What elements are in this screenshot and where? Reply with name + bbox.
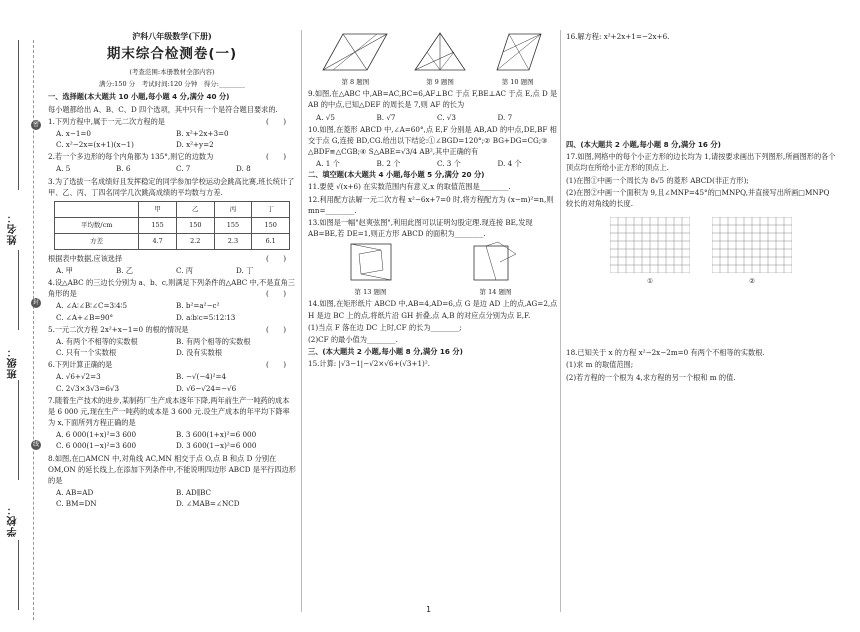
question-12: 12.利用配方法解一元二次方程 x²−6x+7=0 时,将方程配方为 (x−m)²=n,则 mn=________. [308, 194, 554, 215]
question-14: 14.如图,在矩形纸片 ABCD 中,AB=4,AD=6,点 G 是边 AD 上的点,AG=2,点 H 是边 BC 上的点,将纸片沿 GH 折叠,点 A,B 的对应点分别为点 E,F. [308, 299, 558, 320]
question-11: 11.要使 √(x+6) 在实数范围内有意义,x 的取值范围是________. [308, 182, 511, 192]
school-label: 学校： [8, 504, 19, 537]
figure-10-diagram [485, 30, 551, 74]
section-heading: 三、(本大题共 2 小题,每小题 8 分,满分 16 分) [308, 347, 463, 357]
question-2: 2.若一个多边形的每个内角都为 135°,则它的边数为 ( ) [48, 152, 286, 162]
figure-caption: 第 14 题图 [479, 288, 512, 297]
question-6: 6.下列计算正确的是 ( ) [48, 360, 286, 370]
question-9: 9.如图,在△ABC 中,AB=AC,BC=6,AF⊥BC 于点 F,BE⊥AC 于点 E,点 D 是 AB 的中点,已知△DEF 的周长是 7,则 AF 的长为 [308, 89, 558, 110]
column-divider [301, 30, 302, 612]
question-4: 4.设△ABC 的三边长分别为 a、b、c,则满足下列条件的△ABC 中,不是直角三角形的是 ( ) [48, 278, 295, 299]
question-17-part-2: (2)在图②中画一个面积为 9,且∠MNP=45°的□MNPQ,并直接写出所画□MNPQ 较长的对角线的长度. [566, 187, 830, 208]
question-7-options: A. 6 000(1+x)²=3 600 B. 3 600(1+x)²=6 000 C. 6 000(1−x)²=3 600 D. 3 600(1−x)²=6 000 [56, 430, 257, 451]
question-18: 18.已知关于 x 的方程 x²−2x−2m=0 有两个不相等的实数根. [566, 348, 765, 358]
question-15: 15.计算: |√3−1|−√2×√6+(√3+1)². [308, 359, 430, 369]
question-1: 1.下列方程中,属于一元二次方程的是 ( ) [48, 116, 286, 126]
figure-caption: 第 9 题图 [426, 78, 454, 87]
question-14-part-1: (1)当点 F 落在边 DC 上时,CF 的长为________; [308, 322, 462, 332]
seal-mark: 密 [32, 121, 39, 128]
figure-14-diagram [466, 240, 526, 284]
question-18-part-2: (2)若方程的一个根为 4,求方程的另一个根和 m 的值. [566, 372, 736, 382]
question-3: 3.为了选拔一名成绩好且发挥稳定的同学参加学校运动会跳高比赛,班长统计了甲、乙、丙、丁四名同学几次跳高成绩的平均数与方差. [48, 176, 295, 197]
section-intro: 每小题都给出 A、B、C、D 四个选项，其中只有一个是符合题目要求的. [48, 104, 278, 114]
column-3 [566, 30, 836, 384]
question-1-options: A. x−1=0 B. x²+2x+3=0 C. x²−2x=(x+1)(x−1) D. x²+y=2 [56, 128, 229, 150]
score-line: 满分:150 分 考试时间:120 分钟 得分:________ [98, 80, 245, 89]
question-14-part-2: (2)CF 的最小值为________. [308, 334, 398, 344]
grid-label: ① [647, 277, 653, 286]
section-heading: 一、选择题(本大题共 10 小题,每小题 4 分,满分 40 分) [48, 92, 230, 102]
top-figures [308, 30, 558, 87]
question-5: 5.一元二次方程 2x²+x−1=0 的根的情况是 ( ) [48, 324, 286, 334]
paper-subtitle: 沪科八年级数学(下册) [132, 31, 212, 41]
section-heading: 四、(本大题共 2 小题,每小题 8 分,满分 16 分) [566, 140, 721, 150]
question-18-part-1: (1)求 m 的取值范围; [566, 360, 634, 370]
question-8-options: A. AB=AD B. AD∥BC C. BM=DN D. ∠MAB=∠NCD [56, 487, 240, 509]
question-4-options: A. ∠A∶∠B∶∠C=3∶4∶5 B. b²=a²−c² C. ∠A+∠B=90° D. a∶b∶c=5∶12∶13 [56, 301, 236, 322]
grid-figures [610, 217, 836, 286]
question-6-options: A. √6+√2=3 B. −√(−4)²=4 C. 2√3×3√3=6√3 D. √6−√24=−√6 [56, 372, 237, 393]
question-3-options: A. 甲 B. 乙 C. 丙 D. 丁 [56, 266, 254, 275]
question-10: 10.如图,在菱形 ABCD 中,∠A=60°,点 E,F 分别是 AB,AD 的中点,DE,BF 相交于点 G,连接 BD,CG.给出以下结论:①∠BGD=120°;② BG+DG=CG;③ △BDF≌△CGB;④ S△ABE=√3/4 AB²,其中正确的有 [308, 124, 557, 156]
grid-2 [712, 217, 792, 273]
margin-rule [18, 250, 19, 330]
margin-rule [18, 540, 19, 610]
name-label: 姓名： [8, 212, 19, 245]
question-5-options: A. 有两个不相等的实数根 B. 有两个相等的实数根 C. 只有一个实数根 D. 没有实数根 [56, 336, 251, 358]
question-17-part-1: (1)在图①中画一个周长为 8√5 的菱形 ABCD(非正方形); [566, 175, 749, 185]
figure-caption: 第 10 题图 [501, 78, 534, 87]
question-9-options: A. √5 B. √7 C. √3 D. 7 [316, 112, 513, 122]
scope-note: (考查范围:本册教材全部内容) [129, 68, 215, 77]
seal-mark: 线 [32, 441, 39, 448]
question-10-options: A. 1 个 B. 2 个 C. 3 个 D. 4 个 [316, 159, 522, 169]
margin-rule [18, 380, 19, 480]
figure-caption: 第 8 题图 [341, 78, 370, 87]
paper-title: 期末综合检测卷(一) [106, 46, 238, 63]
grid-label: ② [749, 277, 755, 286]
question-17: 17.如图,网格中的每个小正方形的边长均为 1,请按要求画出下列图形,所画图形的各个顶点均在所给小正方形的顶点上. [566, 152, 836, 173]
question-16: 16.解方程: x²+2x+1=−2x+6. [566, 32, 670, 41]
figure-caption: 第 13 题图 [354, 288, 387, 297]
question-8: 8.如图,在□AMCN 中,对角线 AC,MN 相交于点 O,点 B 和点 D 分别在 OM,ON 的延长线上,在添加下列条件中,不能说明四边形 ABCD 是平行四边形的是 [48, 453, 296, 485]
question-3b: 根据表中数据,应该选择 ( ) [48, 253, 286, 263]
question-2-options: A. 5 B. 6 C. 7 D. 8 [56, 164, 251, 174]
page-number: 1 [426, 605, 432, 614]
grid-1 [610, 217, 690, 273]
question-13: 13.如图是一幅"赵爽弦图",利用此图可以证明勾股定理.现连接 BE,发现 AB=BE,若 DE=1,则正方形 ABCD 的面积为________. [308, 217, 533, 239]
column-1 [48, 30, 296, 509]
section-heading: 二、填空题(本大题共 4 小题,每小题 5 分,满分 20 分) [308, 170, 485, 180]
class-label: 班级： [8, 346, 19, 379]
figure-9-diagram [410, 30, 470, 74]
column-2 [308, 30, 558, 370]
column-divider [560, 30, 561, 612]
question-7: 7.随着生产技术的进步,某制药厂生产成本逐年下降,两年前生产一吨药的成本是 6 000 元,现在生产一吨药的成本是 3 600 元.设生产成本的年平均下降率为 x,下面所列方程正确的是 [48, 395, 290, 428]
figure-8-diagram [315, 30, 395, 74]
score-table: 甲 乙 丙 丁 平均数/cm 155 150 155 150 方差 4.7 2.2 2.3 6.1 [54, 201, 290, 250]
margin-rule [18, 40, 19, 190]
seal-mark: 封 [32, 299, 39, 306]
mid-figures [308, 240, 558, 297]
figure-13-diagram [341, 240, 401, 284]
